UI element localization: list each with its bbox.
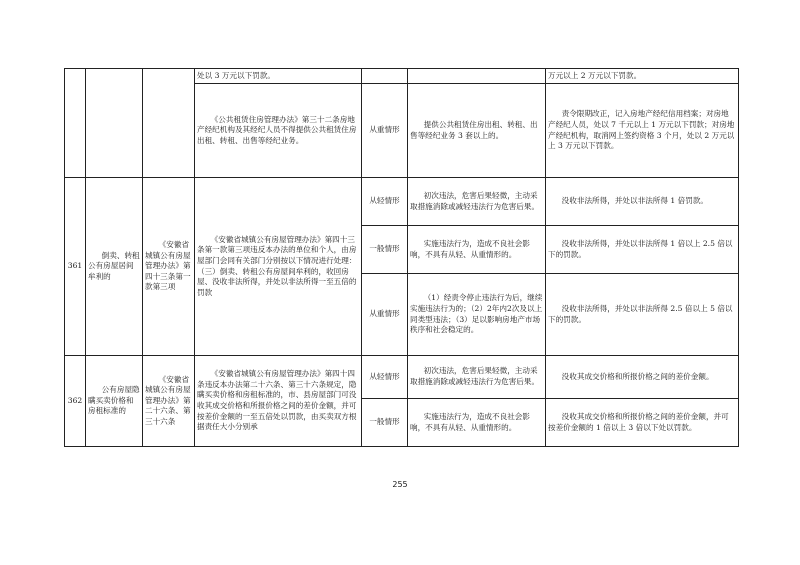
description-cell-empty — [408, 69, 546, 84]
legal-detail: 《安徽省城镇公有房屋管理办法》第四十三条第一款第三项违反本办法的单位和个人，由房屋部门会同有关部门分别按以下情况进行处理：（三）倒卖、转租公有房屋间牟利的，收回房屋、没收非法所得，并处以非法所得一至五倍的罚款 — [195, 178, 362, 356]
standard-tail-cell: 万元以上 2 万元以下罚款。 — [546, 69, 739, 84]
description-light: 初次违法，危害后果轻微，主动采取措施消除或减轻违法行为危害后果。 — [408, 356, 546, 399]
circumstance-cell: 从重情形 — [362, 84, 408, 178]
detail-tail-cell: 处以 3 万元以下罚款。 — [195, 69, 362, 84]
standard-general: 没收其成交价格和所报价格之间的差价金额，并可按差价金额的 1 倍以上 3 倍以下处以罚款。 — [546, 399, 739, 447]
basis-cell-continued — [143, 69, 195, 178]
circumstance-light: 从轻情形 — [362, 178, 408, 226]
circumstance-cell-empty — [362, 69, 408, 84]
description-general: 实施违法行为，造成不良社会影响，不具有从轻、从重情形的。 — [408, 399, 546, 447]
page-number: 255 — [392, 480, 408, 489]
violation-name: 倒卖、转租公有房屋居间牟利的 — [86, 178, 143, 356]
row-number: 362 — [65, 356, 86, 447]
description-heavy: （1）经责令停止违法行为后，继续实施违法行为的；（2）2年内2次及以上同类型违法；（3）足以影响房地产市场秩序和社会稳定的。 — [408, 274, 546, 356]
legal-basis: 《安徽省城镇公有房屋管理办法》第二十六条、第三十六条 — [143, 356, 195, 447]
violation-cell-continued — [86, 69, 143, 178]
circumstance-heavy: 从重情形 — [362, 274, 408, 356]
table-row — [65, 356, 739, 399]
row-number: 361 — [65, 178, 86, 356]
violation-name: 公有房屋隐瞒买卖价格和房租标准的 — [86, 356, 143, 447]
standard-general: 没收非法所得，并处以非法所得 1 倍以上 2.5 倍以下的罚款。 — [546, 226, 739, 274]
standard-cell: 责令限期改正，记入房地产经纪信用档案；对房地产经纪人员，处以 7 千元以上 1 万元以下罚款；对房地产经纪机构，取消网上签约资格 3 个月，处以 2 万元以上 3 万元以下罚款。 — [546, 84, 739, 178]
circumstance-general: 一般情形 — [362, 226, 408, 274]
circumstance-general: 一般情形 — [362, 399, 408, 447]
legal-detail: 《安徽省城镇公有房屋管理办法》第四十四条违反本办法第二十六条、第三十六条规定，隐瞒买卖价格和房租标准的，市、县房屋部门可没收其成交价格和所报价格之间的差价金额，并可按差价金额的一至五倍处以罚款，由买卖双方根据责任大小分别承 — [195, 356, 362, 447]
circumstance-light: 从轻情形 — [362, 356, 408, 399]
description-general: 实施违法行为，造成不良社会影响，不具有从轻、从重情形的。 — [408, 226, 546, 274]
description-light: 初次违法，危害后果轻微，主动采取措施消除或减轻违法行为危害后果。 — [408, 178, 546, 226]
description-cell: 提供公共租赁住房出租、转租、出售等经纪业务 3 套以上的。 — [408, 84, 546, 178]
penalty-standards-table — [64, 68, 739, 447]
detail-cell: 《公共租赁住房管理办法》第三十二条房地产经纪机构及其经纪人员不得提供公共租赁住房出租、转租、出售等经纪业务。 — [195, 84, 362, 178]
standard-heavy: 没收非法所得，并处以非法所得 2.5 倍以上 5 倍以下的罚款。 — [546, 274, 739, 356]
standard-light: 没收非法所得，并处以非法所得 1 倍罚款。 — [546, 178, 739, 226]
standard-light: 没收其成交价格和所报价格之间的差价金额。 — [546, 356, 739, 399]
table-row — [65, 178, 739, 226]
number-cell-continued — [65, 69, 86, 178]
table-row — [65, 69, 739, 84]
legal-basis: 《安徽省城镇公有房屋管理办法》第四十三条第一款第三项 — [143, 178, 195, 356]
